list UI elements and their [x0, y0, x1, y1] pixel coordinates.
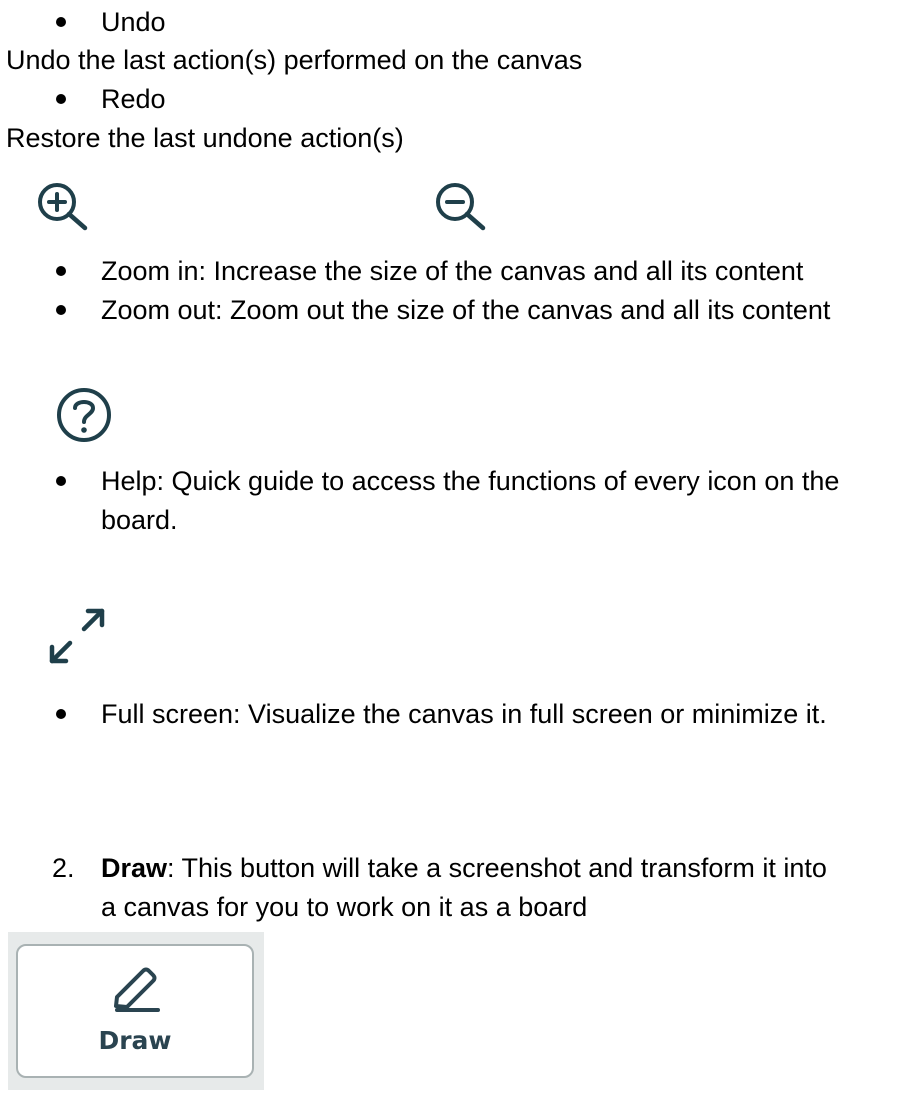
help-icon	[55, 386, 113, 444]
draw-description-line1	[101, 849, 827, 887]
draw-title: Draw	[101, 853, 168, 883]
undo-description: Undo the last action(s) performed on the canvas	[6, 45, 583, 75]
zoom-out-text: Zoom out: Zoom out the size of the canvas and all its content	[101, 295, 831, 325]
undo-label: Undo	[101, 7, 166, 37]
help-text-line2: board.	[101, 505, 178, 535]
bullet	[56, 17, 66, 27]
pencil-icon	[110, 966, 162, 1024]
draw-button[interactable]	[16, 944, 254, 1078]
redo-label: Redo	[101, 84, 166, 114]
bullet	[56, 476, 66, 486]
help-text-line1: Help: Quick guide to access the functions of every icon on the	[101, 466, 840, 496]
expand-icon	[44, 605, 110, 669]
bullet	[56, 305, 66, 315]
zoom-in-icon	[35, 180, 91, 232]
bullet	[56, 266, 66, 276]
redo-description: Restore the last undone action(s)	[6, 123, 404, 153]
list-number: 2.	[52, 853, 75, 883]
zoom-in-text: Zoom in: Increase the size of the canvas and all its content	[101, 256, 804, 286]
bullet	[56, 94, 66, 104]
draw-description-line2: a canvas for you to work on it as a board	[101, 892, 588, 922]
fullscreen-text: Full screen: Visualize the canvas in full screen or minimize it.	[101, 699, 827, 729]
bullet	[56, 709, 66, 719]
draw-button-label: Draw	[98, 1026, 172, 1055]
zoom-out-icon	[433, 180, 489, 232]
draw-description-rest: : This button will take a screenshot and transform it into	[167, 853, 827, 883]
